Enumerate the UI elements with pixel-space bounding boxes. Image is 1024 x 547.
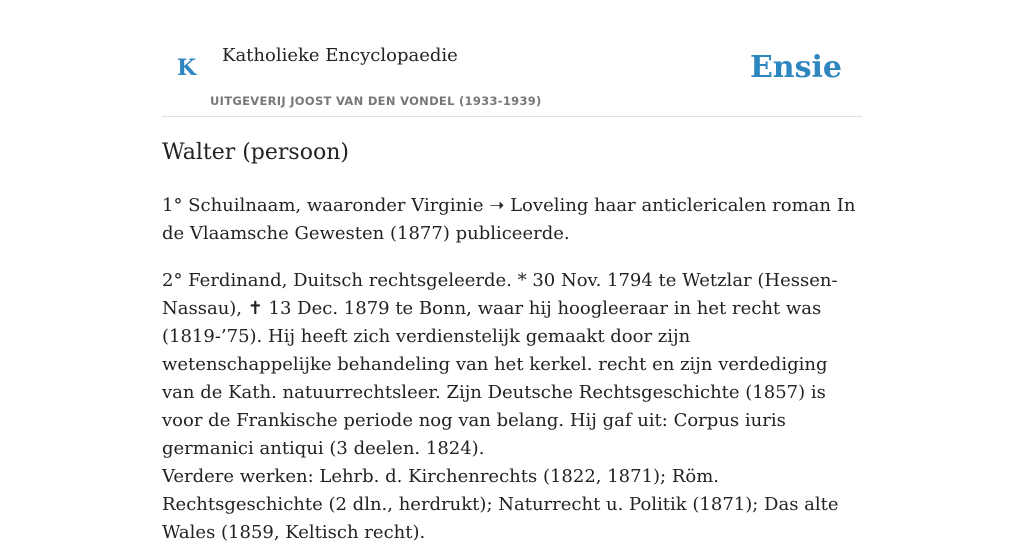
publication-logo[interactable]: K: [177, 55, 197, 81]
publication-name-link[interactable]: Katholieke Encyclopaedie: [222, 45, 458, 66]
article-paragraph-3: Verdere werken: Lehrb. d. Kirchenrechts (1822, 1871); Röm. Rechtsgeschichte (2 dln., herdrukt); Naturrecht u. Politik (1871); Das alte Wales (1859, Keltisch recht).: [162, 466, 839, 543]
ensie-brand-logo[interactable]: Ensie: [749, 50, 842, 85]
publisher-subtitle: UITGEVERIJ JOOST VAN DEN VONDEL (1933-1939): [210, 94, 542, 108]
article-paragraph-1: 1° Schuilnaam, waaronder Virginie ➝ Loveling haar anticlericalen roman In de Vlaamsche Gewesten (1877) publiceerde.: [162, 195, 856, 244]
article-title: Walter (persoon): [162, 140, 349, 165]
article-paragraph-2: 2° Ferdinand, Duitsch rechtsgeleerde. * 30 Nov. 1794 te Wetzlar (Hessen-Nassau), ✝ 13 Dec. 1879 te Bonn, waar hij hoogleeraar in het recht was (1819-’75). Hij heeft zich verdienstelijk gemaakt door zijn wetenschappelijke behandeling van het kerkel. recht en zijn verdediging van de Kath. natuurrechtsleer. Zijn Deutsche Rechtsgeschichte (1857) is voor de Frankische periode nog van belang. Hij gaf uit: Corpus iuris germanici antiqui (3 deelen. 1824).: [162, 270, 838, 459]
page-container: [162, 0, 862, 543]
site-header: [162, 0, 862, 117]
